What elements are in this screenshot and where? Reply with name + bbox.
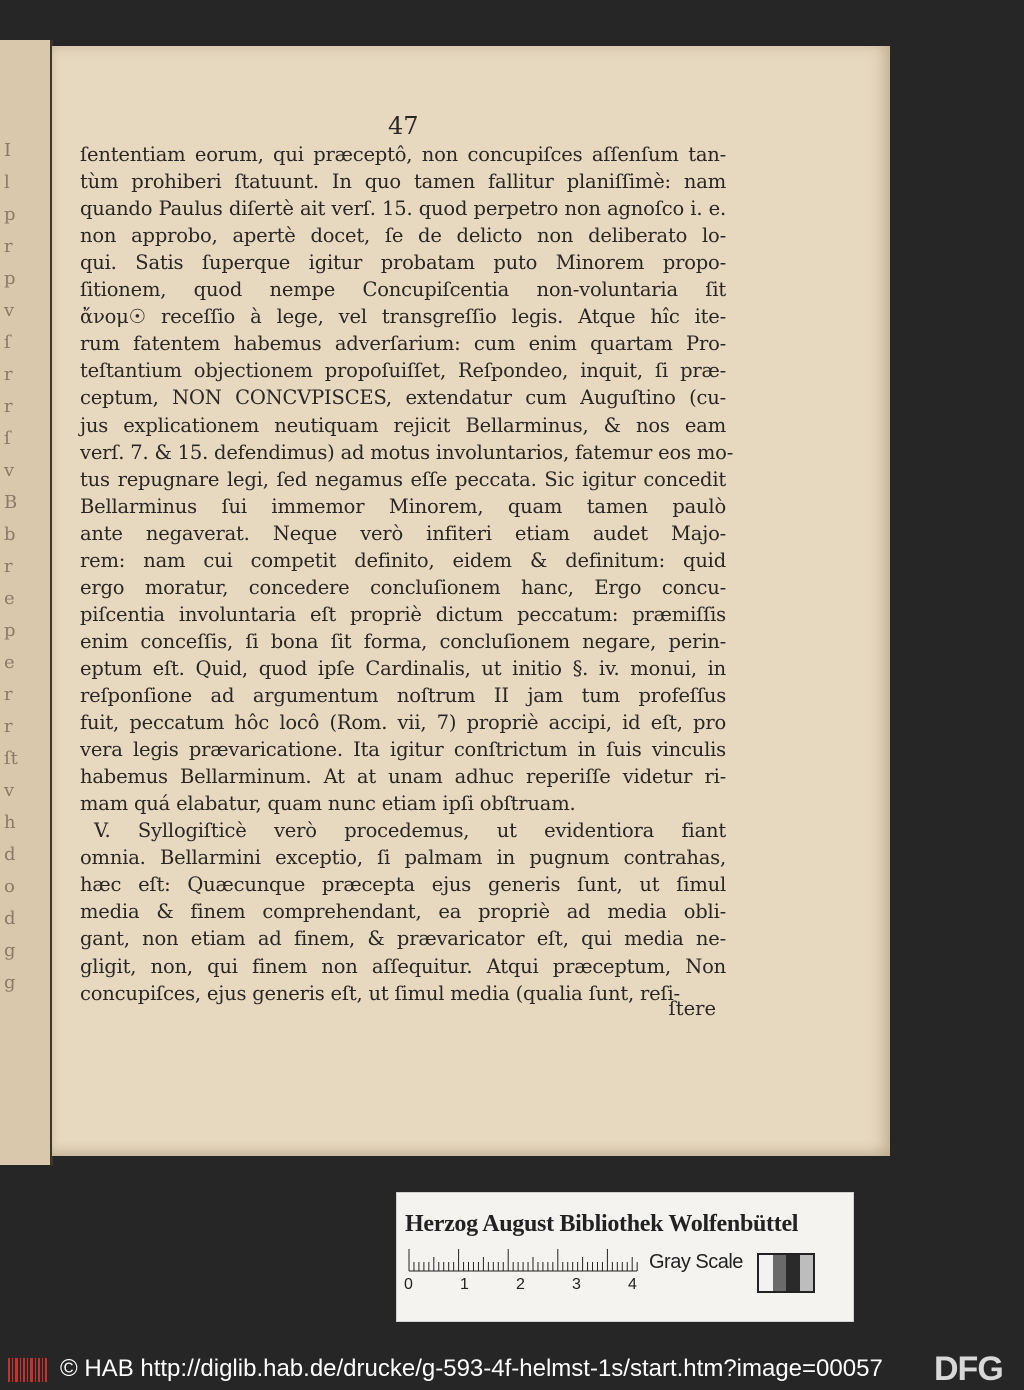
margin-fragment: h bbox=[4, 812, 16, 833]
gray-scale-label: Gray Scale bbox=[649, 1251, 743, 1273]
text-line: Bellarminus ſui immemor Minorem, quam tamen paulò bbox=[80, 494, 726, 518]
copyright-url: © HAB http://diglib.hab.de/drucke/g-593-4f-helmst-1s/start.htm?image=00057 bbox=[60, 1355, 883, 1382]
text-line: tus repugnare legi, ſed negamus eſſe peccata. Sic igitur concedit bbox=[80, 467, 726, 491]
gray-patch bbox=[800, 1255, 814, 1291]
text-line: rem: nam cui competit definito, eidem & definitum: quid bbox=[80, 548, 726, 572]
margin-fragment: e bbox=[4, 652, 15, 673]
ruler-scale bbox=[405, 1247, 641, 1291]
text-line: concupiſces, ejus generis eſt, ut ſimul media (qualia ſunt, reſi- bbox=[80, 981, 680, 1005]
text-line: tùm prohiberi ſtatuunt. In quo tamen fallitur planiſſimè: nam bbox=[80, 170, 726, 194]
previous-page-edge bbox=[0, 40, 53, 1165]
margin-fragment: d bbox=[4, 908, 16, 929]
page-number: 47 bbox=[388, 112, 419, 140]
text-line: non approbo, apertè docet, ſe de delicto non deliberato lo- bbox=[80, 224, 726, 248]
margin-fragment: p bbox=[4, 204, 16, 225]
margin-fragment: l bbox=[4, 172, 10, 193]
margin-fragment: ſt bbox=[4, 748, 18, 769]
ruler-number: 4 bbox=[628, 1276, 637, 1293]
ruler-number: 3 bbox=[572, 1276, 581, 1293]
footer-bar bbox=[0, 1350, 1024, 1390]
ruler-number: 0 bbox=[404, 1276, 413, 1293]
ruler-number: 2 bbox=[516, 1276, 525, 1293]
margin-fragment: v bbox=[4, 300, 15, 321]
text-line: ceptum, NON CONCVPISCES, extendatur cum Auguſtino (cu- bbox=[80, 386, 726, 410]
calibration-card bbox=[396, 1192, 854, 1322]
text-line: teſtantium objectionem propoſuiſſet, Reſpondeo, inquit, ſi præ- bbox=[80, 359, 726, 383]
margin-fragment: B bbox=[4, 492, 18, 513]
gray-patch bbox=[759, 1255, 773, 1291]
text-line: ergo moratur, concedere concluſionem hanc, Ergo concu- bbox=[80, 575, 726, 599]
text-line: gligit, non, qui finem non aſſequitur. Atqui præceptum, Non bbox=[80, 954, 726, 978]
text-line: vera legis prævaricatione. Ita igitur conſtrictum in ſuis vinculis bbox=[80, 738, 726, 762]
text-line: gant, non etiam ad finem, & prævaricator eſt, qui media ne- bbox=[80, 927, 726, 951]
text-line: jus explicationem neutiquam rejicit Bellarminus, & nos eam bbox=[80, 413, 726, 437]
text-line: verſ. 7. & 15. defendimus) ad motus involuntarios, fatemur eos mo- bbox=[80, 440, 734, 464]
text-line: mam quá elabatur, quam nunc etiam ipſi obſtruam. bbox=[80, 792, 576, 816]
margin-fragment: r bbox=[4, 684, 13, 705]
dfg-logo: DFG bbox=[930, 1350, 1003, 1389]
barcode-icon bbox=[6, 1354, 50, 1386]
gray-patch bbox=[773, 1255, 787, 1291]
text-line: V. Syllogiſticè verò procedemus, ut evidentiora fiant bbox=[94, 819, 726, 843]
text-line: fuit, peccatum hôc locô (Rom. vii, 7) propriè accipi, id eſt, pro bbox=[80, 711, 726, 735]
text-line: reſponſione ad argumentum noſtrum II jam tum profeſſus bbox=[80, 684, 726, 707]
text-line: ſitionem, quod nempe Concupiſcentia non-voluntaria ſit bbox=[80, 278, 726, 302]
margin-fragment: d bbox=[4, 844, 16, 865]
gray-patch bbox=[786, 1255, 800, 1291]
margin-fragment: e bbox=[4, 588, 15, 609]
text-line: ſententiam eorum, qui præceptô, non concupiſces aſſenſum tan- bbox=[80, 143, 726, 166]
margin-fragment: r bbox=[4, 236, 13, 257]
margin-fragment: p bbox=[4, 268, 16, 289]
text-line: hæc eſt: Quæcunque præcepta ejus generis ſunt, ut ſimul bbox=[80, 873, 726, 897]
margin-fragment: r bbox=[4, 556, 13, 577]
margin-fragment: r bbox=[4, 364, 13, 385]
margin-fragment: p bbox=[4, 620, 16, 641]
text-line: qui. Satis ſuperque igitur probatam puto Minorem propo- bbox=[80, 251, 726, 275]
gray-scale-swatch bbox=[757, 1253, 815, 1293]
text-line: ante negaverat. Neque verò infiteri etiam audet Majo- bbox=[80, 521, 726, 545]
margin-fragment: ſ bbox=[4, 332, 11, 353]
ruler-number: 1 bbox=[460, 1276, 469, 1293]
text-line: quando Paulus diſertè ait verſ. 15. quod perpetro non agnoſco i. e. bbox=[80, 197, 726, 221]
text-line: piſcentia involuntaria eſt propriè dictum peccatum: præmiſſis bbox=[80, 602, 726, 626]
library-name: Herzog August Bibliothek Wolfenbüttel bbox=[405, 1211, 799, 1237]
margin-fragment: o bbox=[4, 876, 15, 897]
margin-fragment: r bbox=[4, 396, 13, 417]
margin-fragment: ſ bbox=[4, 428, 11, 449]
text-line: rum fatentem habemus adverſarium: cum enim quartam Pro- bbox=[80, 332, 726, 356]
text-line: habemus Bellarminum. At at unam adhuc reperiſſe videtur ri- bbox=[80, 765, 726, 789]
margin-fragment: r bbox=[4, 716, 13, 737]
text-line: media & finem comprehendant, ea propriè ad media obli- bbox=[80, 900, 726, 924]
text-line: omnia. Bellarmini exceptio, ſi palmam in pugnum contrahas, bbox=[80, 846, 726, 870]
margin-fragment: g bbox=[4, 940, 16, 961]
text-line: eptum eſt. Quid, quod ipſe Cardinalis, ut initio §. iv. monui, in bbox=[80, 656, 726, 680]
margin-fragment: v bbox=[4, 460, 15, 481]
text-line: enim conceſſis, ſi bona ſit forma, concluſionem negare, perin- bbox=[80, 629, 726, 653]
catchword: ſtere bbox=[668, 997, 716, 1020]
margin-fragment: v bbox=[4, 780, 15, 801]
text-line: ἄνομ☉ receſſio à lege, vel transgreſſio legis. Atque hîc ite- bbox=[80, 305, 726, 329]
margin-fragment: b bbox=[4, 524, 16, 545]
margin-fragment: I bbox=[4, 140, 12, 161]
margin-fragment: g bbox=[4, 972, 16, 993]
